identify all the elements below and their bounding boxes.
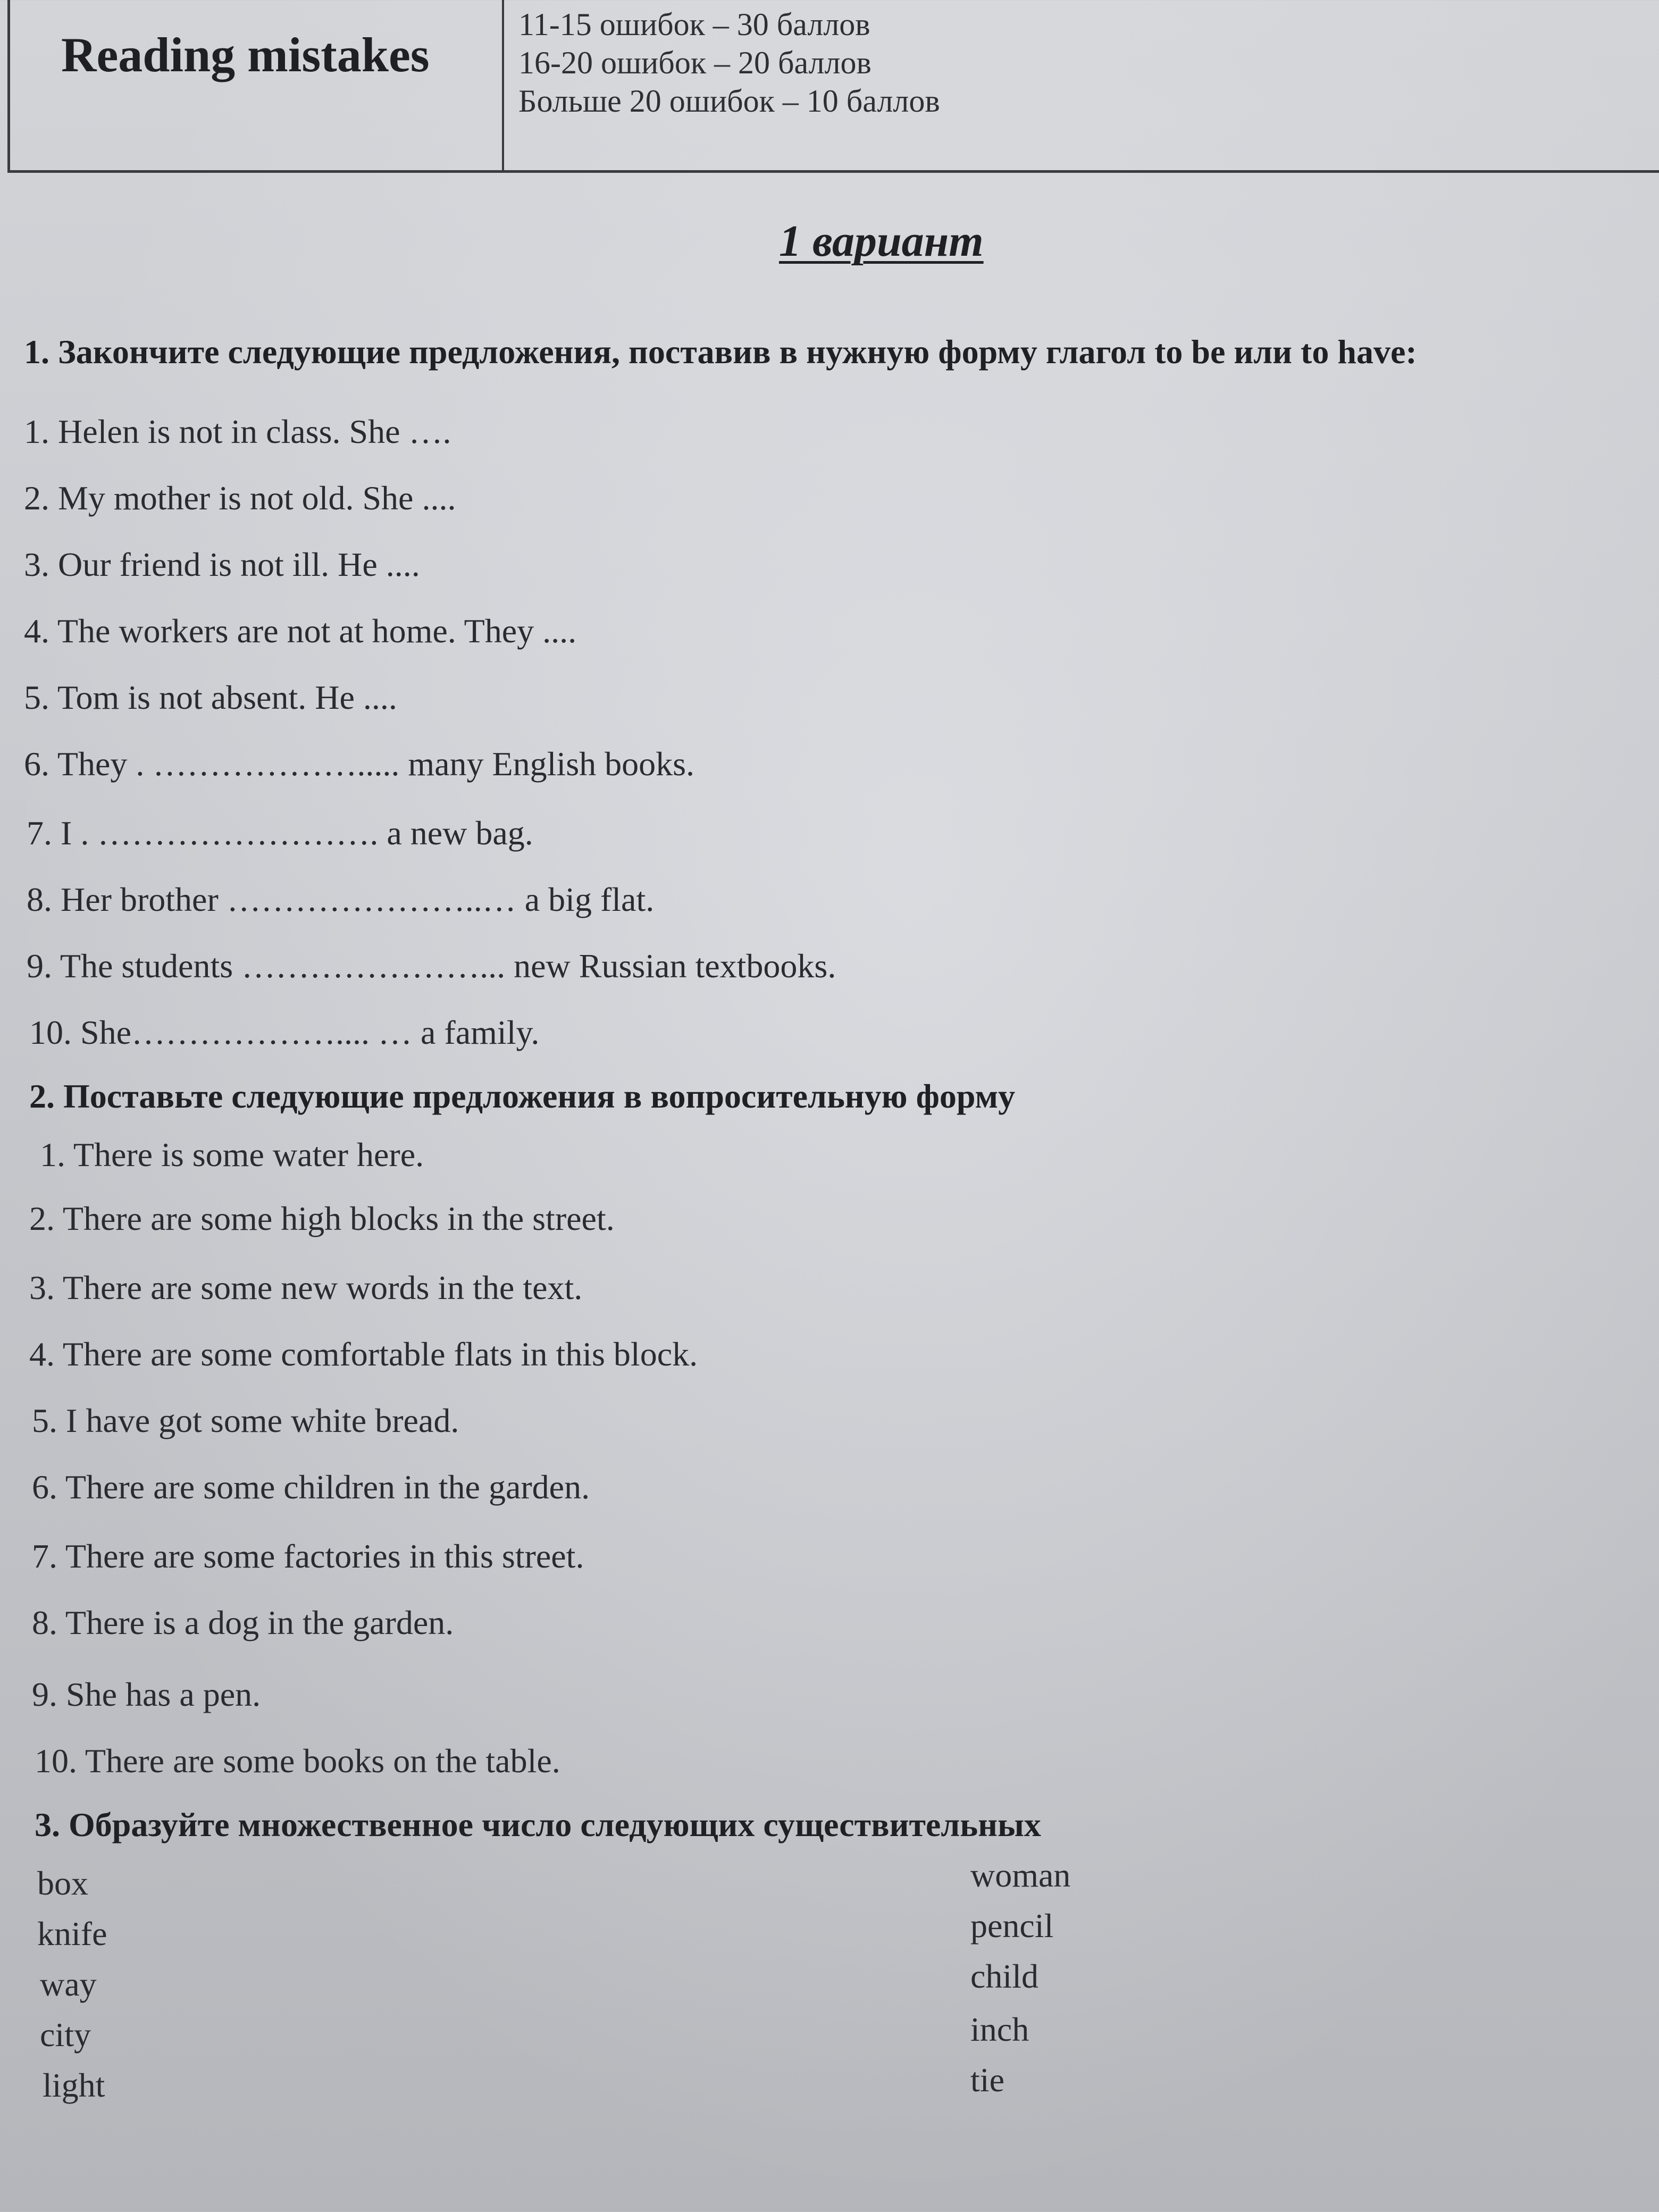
table-divider	[502, 0, 504, 173]
task1-heading: 1. Закончите следующие предложения, поставив в нужную форму глагол to be или to have:	[24, 333, 1417, 371]
noun-right: pencil	[970, 1907, 1054, 1945]
scoring-criteria	[518, 5, 940, 120]
task2-item: 3. There are some new words in the text.	[29, 1269, 583, 1306]
noun-right: woman	[970, 1856, 1071, 1894]
task3-heading: 3. Образуйте множественное число следующих существительных	[35, 1806, 1041, 1844]
task1-item: 1. Helen is not in class. She ….	[24, 413, 451, 450]
noun-left: light	[43, 2066, 105, 2104]
task2-item: 10. There are some books on the table.	[35, 1742, 560, 1780]
task2-item: 2. There are some high blocks in the street.	[29, 1200, 615, 1237]
task1-item: 10. She……………….... … a family.	[29, 1013, 540, 1051]
noun-left: knife	[37, 1915, 107, 1953]
noun-left: city	[40, 2016, 91, 2054]
task1-item: 4. The workers are not at home. They ....	[24, 612, 577, 650]
scoring-line: Больше 20 ошибок – 10 баллов	[518, 83, 940, 119]
task2-item: 1. There is some water here.	[40, 1136, 424, 1174]
variant-title: 1 вариант	[779, 216, 984, 266]
task2-item: 9. She has a pen.	[32, 1675, 261, 1713]
noun-right: child	[970, 1957, 1038, 1995]
scoring-line: 11-15 ошибок – 30 баллов	[518, 7, 870, 42]
scoring-line: 16-20 ошибок – 20 баллов	[518, 45, 872, 80]
task2-item: 5. I have got some white bread.	[32, 1402, 459, 1439]
noun-right: tie	[970, 2061, 1004, 2099]
task1-item: 3. Our friend is not ill. He ....	[24, 546, 420, 583]
task1-item: 9. The students …………………... new Russian textbooks.	[27, 947, 836, 985]
task1-item: 6. They . ………………..... many English books.	[24, 745, 694, 783]
task2-heading: 2. Поставьте следующие предложения в вопросительную форму	[29, 1077, 1016, 1115]
scoring-label: Reading mistakes	[61, 28, 430, 82]
noun-left: way	[40, 1965, 97, 2003]
task2-item: 4. There are some comfortable flats in this block.	[29, 1335, 698, 1373]
noun-right: inch	[970, 2010, 1029, 2048]
task1-item: 5. Tom is not absent. He ....	[24, 678, 397, 716]
task2-item: 8. There is a dog in the garden.	[32, 1604, 454, 1641]
task1-item: 8. Her brother …………………..… a big flat.	[27, 881, 655, 918]
task1-item: 7. I . ……………………. a new bag.	[27, 814, 533, 852]
task1-item: 2. My mother is not old. She ....	[24, 479, 456, 517]
task2-item: 7. There are some factories in this street.	[32, 1537, 584, 1575]
task2-item: 6. There are some children in the garden.	[32, 1468, 590, 1506]
noun-left: box	[37, 1864, 88, 1902]
